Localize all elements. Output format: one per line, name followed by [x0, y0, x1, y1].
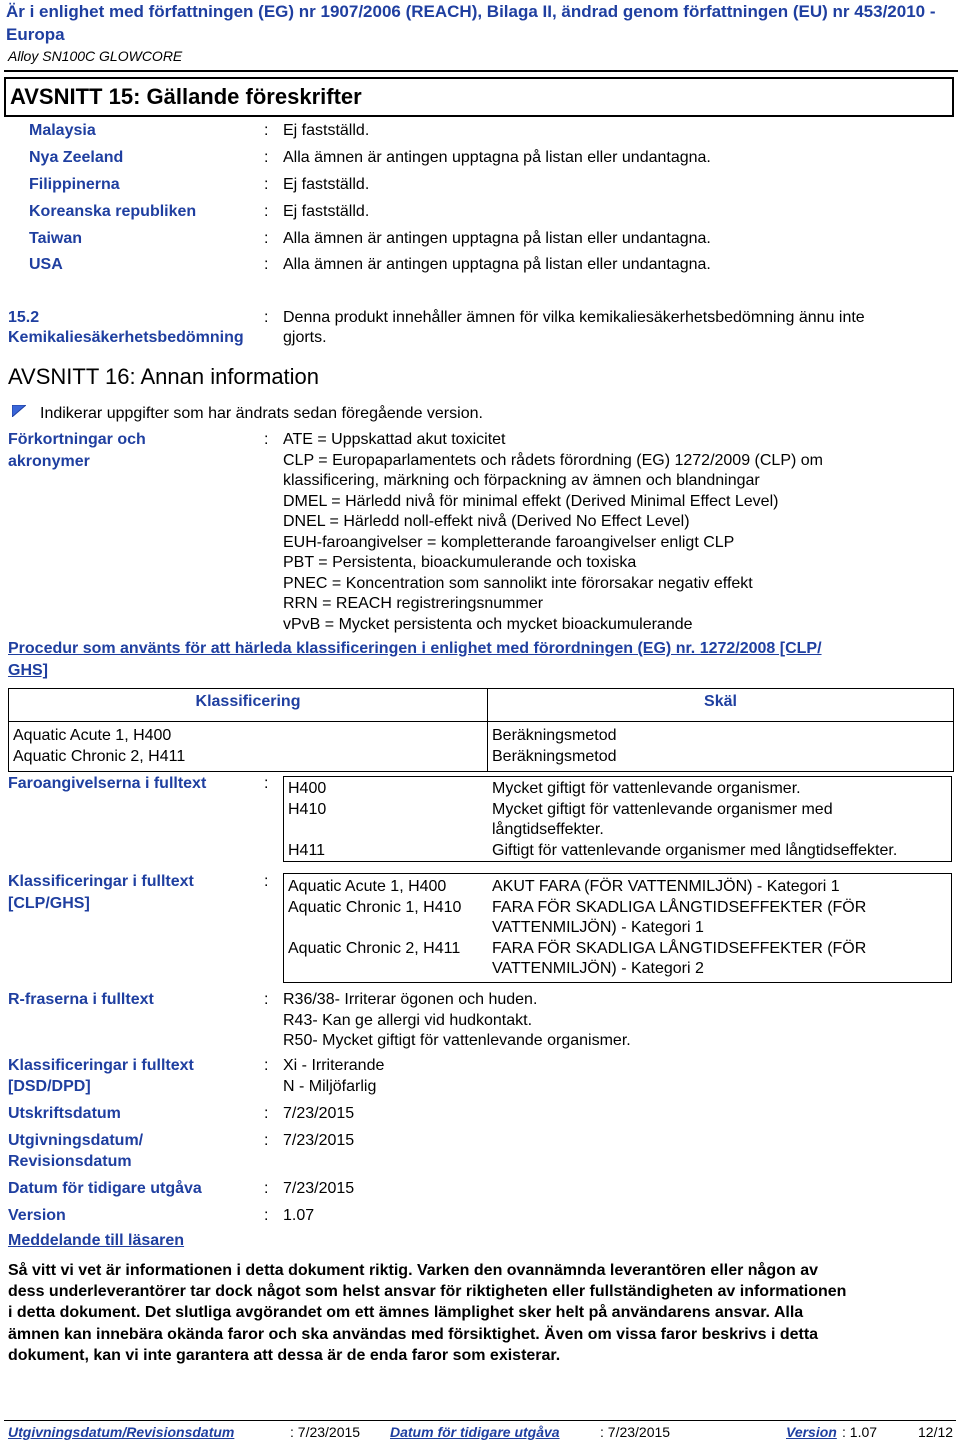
hazard-text: Mycket giftigt för vattenlevande organismer med: [492, 800, 833, 818]
abbreviation-item: klassificering, märkning och förpackning av ämnen och blandningar: [283, 472, 760, 489]
hazard-text: Giftigt för vattenlevande organismer med långtidseffekter.: [492, 841, 898, 859]
inventory-label: Filippinerna: [29, 176, 120, 193]
clp-texts: [492, 877, 866, 980]
colon: :: [264, 1132, 269, 1149]
colon: :: [264, 1180, 269, 1197]
footer-previous-label: Datum för tidigare utgåva: [390, 1424, 560, 1440]
notice-text: [8, 1260, 846, 1366]
clp-text: FARA FÖR SKADLIGA LÅNGTIDSEFFEKTER (FÖR: [492, 898, 867, 916]
inventory-value: Ej fastställd.: [283, 203, 370, 220]
r-phrases-list: [283, 990, 631, 1052]
version-label: Version: [8, 1207, 66, 1224]
dsd-item: Xi - Irriterande: [283, 1057, 385, 1074]
changed-indicator-icon: [12, 405, 26, 417]
reason-cell: [488, 722, 954, 772]
inventory-label: Taiwan: [29, 230, 83, 247]
clp-code: Aquatic Chronic 1, H410: [288, 898, 462, 916]
notice-line: dokument, kan vi inte garantera att dessa är de enda faror som existerar.: [8, 1346, 561, 1364]
clp-text: VATTENMILJÖN) - Kategori 2: [492, 960, 704, 977]
clp-codes: [288, 877, 461, 959]
clp-code: Aquatic Acute 1, H400: [288, 878, 447, 895]
hazard-label: Faroangivelserna i fulltext: [8, 775, 207, 792]
hazard-texts: [492, 779, 897, 861]
hazard-code: [288, 820, 326, 841]
inventory-label: Malaysia: [29, 122, 96, 139]
abbreviation-item: PNEC = Koncentration som sannolikt inte förorsakar negativ effekt: [283, 574, 753, 592]
hazard-text: långtidseffekter.: [492, 821, 604, 838]
hazard-code: H411: [288, 841, 326, 859]
section-16-title: AVSNITT 16: Annan information: [8, 364, 320, 389]
document-title: Är i enlighet med författningen (EG) nr 1907/2006 (REACH), Bilaga II, ändrad genom författningen (EU) nr 453/2010 - Europa: [6, 2, 936, 44]
inventory-label: USA: [29, 256, 63, 273]
changed-note: Indikerar uppgifter som har ändrats sedan föregående version.: [40, 405, 483, 422]
notice-line: i detta dokument. Det slutliga avgörandet om ett ämnes lämplighet sker helt på användarens ansvar. Alla: [8, 1304, 804, 1322]
previous-date-label: Datum för tidigare utgåva: [8, 1180, 202, 1197]
procedure-heading: Procedur som använts för att härleda klassificeringen i enlighet med förordningen (EG) nr. 1272/2008 [CLP/: [8, 640, 822, 657]
abbreviation-item: PBT = Persistenta, bioackumulerande och toxiska: [283, 554, 637, 571]
clp-label: Klassificeringar i fulltext: [8, 873, 194, 890]
previous-date-value: 7/23/2015: [283, 1180, 355, 1197]
colon: :: [264, 309, 269, 326]
r-phrase: R43- Kan ge allergi vid hudkontakt.: [283, 1011, 533, 1029]
clp-text: AKUT FARA (FÖR VATTENMILJÖN) - Kategori 1: [492, 878, 840, 895]
classification-cell: [9, 722, 488, 772]
clp-code: Aquatic Chronic 2, H411: [288, 939, 461, 957]
inventory-value: Alla ämnen är antingen upptagna på listan eller undantagna.: [283, 149, 711, 166]
colon: :: [264, 431, 269, 448]
colon: :: [264, 256, 269, 273]
abbreviation-list: [283, 430, 823, 635]
hazard-text: Mycket giftigt för vattenlevande organismer.: [492, 780, 801, 797]
dsd-label: Klassificeringar i fulltext: [8, 1057, 194, 1074]
clp-code: [288, 918, 461, 939]
dsd-label-cont: [DSD/DPD]: [8, 1078, 91, 1095]
notice-heading: Meddelande till läsaren: [8, 1232, 185, 1249]
inventory-value: Ej fastställd.: [283, 176, 370, 193]
csa-value: Denna produkt innehåller ämnen för vilka kemikaliesäkerhetsbedömning ännu inte: [283, 309, 865, 326]
abbr-label: Förkortningar och: [8, 431, 146, 448]
issue-date-label-cont: Revisionsdatum: [8, 1153, 132, 1170]
r-phrase: R36/38- Irriterar ögonen och huden.: [283, 991, 538, 1008]
table-row: [9, 722, 954, 772]
header-divider: [4, 70, 958, 72]
print-date-value: 7/23/2015: [283, 1105, 355, 1122]
classification-value: Aquatic Acute 1, H400: [13, 727, 172, 744]
colon: :: [264, 1105, 269, 1122]
dsd-list: [283, 1056, 384, 1097]
page-number: 12/12: [918, 1424, 954, 1440]
abbr-label-cont: akronymer: [8, 453, 90, 470]
footer-version-value: : 1.07: [842, 1424, 878, 1440]
footer-issue-value: : 7/23/2015: [290, 1424, 361, 1440]
classification-table: [8, 688, 954, 772]
abbreviation-item: EUH-faroangivelser = kompletterande faroangivelser enligt CLP: [283, 533, 735, 551]
procedure-heading-cont: GHS]: [8, 662, 48, 679]
footer-previous-value: : 7/23/2015: [600, 1424, 671, 1440]
notice-line: Så vitt vi vet är informationen i detta dokument riktig. Varken den ovannämnda leverantören eller någon av: [8, 1262, 818, 1279]
inventory-value: Alla ämnen är antingen upptagna på listan eller undantagna.: [283, 230, 711, 247]
print-date-label: Utskriftsdatum: [8, 1105, 121, 1122]
abbreviation-item: DMEL = Härledd nivå för minimal effekt (Derived Minimal Effect Level): [283, 492, 779, 510]
csa-label: Kemikaliesäkerhetsbedömning: [8, 329, 244, 346]
colon: :: [264, 230, 269, 247]
inventory-label: Nya Zeeland: [29, 149, 124, 166]
colon: :: [264, 991, 269, 1008]
csa-label-number: 15.2: [8, 309, 40, 326]
colon: :: [264, 873, 269, 890]
colon: :: [264, 775, 269, 792]
notice-line: ämnen kan innebära okända faror och ska användas med försiktighet. Även om vissa faror beskrivs i detta: [8, 1325, 819, 1343]
hazard-codes: [288, 779, 326, 861]
product-name: Alloy SN100C GLOWCORE: [8, 48, 183, 64]
clp-text: VATTENMILJÖN) - Kategori 1: [492, 919, 704, 936]
abbreviation-item: vPvB = Mycket persistenta och mycket bioackumulerande: [283, 615, 693, 633]
r-phrase: R50- Mycket giftigt för vattenlevande organismer.: [283, 1032, 631, 1049]
r-phrases-label: R-fraserna i fulltext: [8, 991, 154, 1008]
issue-date-label: Utgivningsdatum/: [8, 1132, 144, 1149]
abbreviation-item: CLP = Europaparlamentets och rådets förordning (EG) 1272/2009 (CLP) om: [283, 451, 823, 469]
colon: :: [264, 149, 269, 166]
abbreviation-item: DNEL = Härledd noll-effekt nivå (Derived No Effect Level): [283, 513, 690, 530]
csa-value-cont: gjorts.: [283, 329, 327, 346]
colon: :: [264, 1207, 269, 1224]
abbreviation-item: RRN = REACH registreringsnummer: [283, 595, 544, 612]
inventory-label: Koreanska republiken: [29, 203, 197, 220]
clp-text: FARA FÖR SKADLIGA LÅNGTIDSEFFEKTER (FÖR: [492, 939, 867, 957]
issue-date-value: 7/23/2015: [283, 1132, 355, 1149]
section-15-title: AVSNITT 15: Gällande föreskrifter: [10, 84, 362, 109]
inventory-value: Ej fastställd.: [283, 122, 370, 139]
hazard-code: H410: [288, 800, 327, 818]
colon: :: [264, 203, 269, 220]
colon: :: [264, 176, 269, 193]
column-header-classification: Klassificering: [9, 689, 488, 722]
reason-value: Beräkningsmetod: [492, 727, 617, 744]
version-value: 1.07: [283, 1207, 315, 1224]
notice-line: dess underleverantörer tar dock något som helst ansvar för riktigheten eller fullständigheten av informationen: [8, 1283, 847, 1301]
footer-issue-label: Utgivningsdatum/Revisionsdatum: [8, 1424, 235, 1440]
hazard-code: H400: [288, 780, 327, 797]
colon: :: [264, 122, 269, 139]
clp-label-cont: [CLP/GHS]: [8, 895, 90, 912]
abbreviation-item: ATE = Uppskattad akut toxicitet: [283, 431, 506, 448]
reason-value: Beräkningsmetod: [492, 747, 617, 765]
dsd-item: N - Miljöfarlig: [283, 1077, 377, 1095]
inventory-value: Alla ämnen är antingen upptagna på listan eller undantagna.: [283, 256, 711, 273]
column-header-reason: Skäl: [488, 689, 954, 722]
colon: :: [264, 1057, 269, 1074]
footer-divider: [4, 1420, 956, 1421]
classification-value: Aquatic Chronic 2, H411: [13, 747, 186, 765]
footer-version-label: Version: [786, 1424, 837, 1440]
